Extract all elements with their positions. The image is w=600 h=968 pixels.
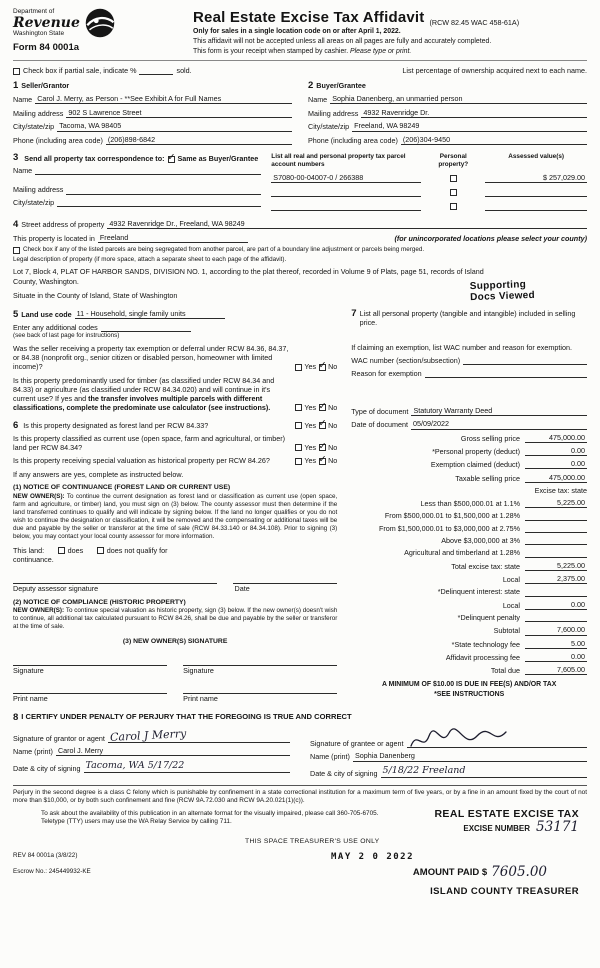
timber-yes-checkbox[interactable] <box>295 404 302 411</box>
seller-grantor-section <box>13 81 292 145</box>
seller-address-row: Mailing address 902 S Lawrence Street <box>13 108 292 118</box>
located-in-label: This property is located in <box>13 233 95 243</box>
grantee-signature-row: Signature of grantee or agent <box>310 728 587 748</box>
tax-row-total-state: Total excise tax: state 5,225.00 <box>451 560 585 571</box>
partial-sale-checkbox[interactable] <box>13 68 20 75</box>
notice-compliance-title: (2) NOTICE OF COMPLIANCE (HISTORIC PROPERTY) <box>13 598 186 606</box>
excise-number-handwriting: 53171 <box>536 819 579 836</box>
parcel-row-3 <box>271 202 587 211</box>
additional-codes-label: Enter any additional codes <box>13 322 98 332</box>
owner-printname-labels: Print name Print name <box>13 694 218 704</box>
timber-yes-no: Yes ✓ No <box>295 403 337 412</box>
correspondence-citystatezip-row: City/state/zip <box>13 198 261 207</box>
personal-property-blank <box>351 327 587 343</box>
tax-row-taxable: Taxable selling price 475,000.00 <box>455 472 585 483</box>
delinquent-interest-local-field[interactable]: 0.00 <box>525 600 587 610</box>
doc-type-field[interactable]: Statutory Warranty Deed <box>411 406 587 416</box>
buyer-grantee-section <box>308 81 587 145</box>
wac-number-field[interactable] <box>463 356 587 365</box>
dor-flag-logo-icon <box>85 8 115 38</box>
partial-sale-label: Check box if partial sale, indicate % <box>23 65 137 75</box>
section-5-number: 5 <box>13 308 19 320</box>
excise-number-label: EXCISE NUMBER <box>463 824 531 834</box>
correspondence-left <box>13 153 271 211</box>
section-3-number: 3 <box>13 152 19 164</box>
washington-state-label: Washington State <box>13 30 65 38</box>
grantor-signature-handwriting: Carol J Merry <box>109 726 187 744</box>
owner-signature-field-1[interactable] <box>13 657 167 666</box>
tax-row-processing-fee: Affidavit processing fee 0.00 <box>445 651 585 662</box>
personal-property-intro: List all personal property (tangible and intangible) included in selling price. <box>359 308 576 328</box>
exemption-intro: If claiming an exemption, list WAC number and reason for exemption. <box>351 343 572 353</box>
grantee-date-field[interactable]: 5/18/22 Freeland <box>381 765 587 778</box>
doc-date-field[interactable]: 05/09/2022 <box>411 419 587 429</box>
dept-of-label: Department of <box>13 8 55 15</box>
parcel-number-field-3[interactable] <box>271 202 421 211</box>
timber-question-row <box>13 376 337 413</box>
deputy-assessor-signature-field[interactable] <box>13 575 217 584</box>
personal-property-checkbox-1[interactable] <box>450 175 457 182</box>
buyer-address-row: Mailing address 4932 Ravenridge Dr. <box>308 108 587 118</box>
notice-continuance-body: NEW OWNER(S): To continue the current designation as forest land or classification as current use (open space, farm and agriculture, or timber) land, you must sign on (3) below. The county assessor must then determine if the land transferred continues to qualify and will indicate by signing below. If the land no longer qualifies or you do not wish to continue the designation or classification, it will be removed and the compensating or additional taxes will be due and payable by the seller or transferor at the time of sale (RCW 84.33.140 or 84.34.108). Prior to signing (3) below, you may contact your local county assessor for more information. <box>13 492 338 540</box>
rev-form-number: REV 84 0001a (3/8/22) <box>13 852 78 860</box>
island-county-treasurer-stamp: ISLAND COUNTY TREASURER <box>430 886 579 898</box>
taxable-selling-price-field[interactable]: 475,000.00 <box>525 473 587 483</box>
personal-property-deduct-field[interactable]: 0.00 <box>525 446 587 456</box>
assessed-value-header: Assessed value(s) <box>508 153 565 161</box>
grantee-printname-row: Name (print) Sophia Danenberg <box>310 751 587 761</box>
minimum-due-note: A MINIMUM OF $10.00 IS DUE IN FEE(S) AND/OR TAX <box>381 681 557 689</box>
see-instructions-note: *SEE INSTRUCTIONS <box>434 691 505 699</box>
tax-row-total-due: Total due 7,605.00 <box>490 665 585 676</box>
tax-row-tier3: From $1,500,000.01 to $3,000,000 at 2.75% <box>351 524 587 533</box>
historic-yes-no: Yes ✓ No <box>295 456 337 465</box>
supporting-docs-viewed-stamp: Supporting Docs Viewed <box>469 279 536 303</box>
segregated-checkbox[interactable] <box>13 247 20 254</box>
forest-question-row <box>13 421 337 431</box>
amount-paid-row <box>413 866 547 880</box>
does-option: does <box>58 546 83 555</box>
correspondence-address-field[interactable] <box>66 186 261 195</box>
send-correspondence-label: Send all property tax correspondence to: <box>24 153 165 163</box>
reason-for-exemption-field[interactable] <box>425 369 587 378</box>
seller-name-field[interactable]: Carol J. Merry, as Person - **See Exhibit A for Full Names <box>35 94 292 104</box>
grantor-date-field[interactable]: Tacoma, WA 5/17/22 <box>84 760 290 773</box>
correspondence-name-row: Name <box>13 166 261 175</box>
dor-wordmark <box>13 8 80 39</box>
situate-line: Situate in the County of Island, State of Washington <box>13 290 178 300</box>
historic-question-row <box>13 456 337 465</box>
affidavit-processing-fee-field[interactable]: 0.00 <box>525 652 587 662</box>
tax-row-delinquent-penalty: *Delinquent penalty <box>351 613 587 622</box>
assessed-value-field[interactable]: $ 257,029.00 <box>485 173 587 183</box>
doc-date-row: Date of document 05/09/2022 <box>351 419 587 429</box>
seller-address-field[interactable]: 902 S Lawrence Street <box>66 108 292 118</box>
grantee-printname-field[interactable]: Sophia Danenberg <box>353 751 587 761</box>
section-1-number: 1 <box>13 79 19 91</box>
header-note-3: This form is your receipt when stamped by cashier. Please type or print. <box>193 47 412 55</box>
owner-printname-lines <box>13 685 337 694</box>
doc-type-row: Type of document Statutory Warranty Deed <box>351 406 587 416</box>
exemption-question-row <box>13 344 337 372</box>
buyer-section-title: Buyer/Grantee <box>316 81 366 91</box>
street-address-label: Street address of property <box>21 219 105 229</box>
forest-yes-checkbox[interactable] <box>295 422 302 429</box>
total-excise-state-field[interactable]: 5,225.00 <box>525 561 587 571</box>
partial-sale-sold-label: sold. <box>176 65 192 75</box>
exemption-question: Was the seller receiving a property tax exemption or deferral under RCW 84.36, 84.37, or 84.38 (nonprofit org., senior citizen or disabled person, homeowner with limited income)? <box>13 343 289 372</box>
personal-property-header: Personal property? <box>438 153 469 168</box>
subtotal-field[interactable]: 7,600.00 <box>525 625 587 635</box>
amount-paid-label: AMOUNT PAID $ <box>412 867 488 879</box>
grantee-signature-scribble <box>409 728 509 750</box>
section-4-number: 4 <box>13 218 19 230</box>
if-yes-instruction: If any answers are yes, complete as instructed below. <box>13 469 184 479</box>
grantor-date-row: Date & city of signing Tacoma, WA 5/17/22 <box>13 760 290 773</box>
owner-signature-labels: Signature Signature <box>13 666 214 676</box>
exemption-yes-checkbox[interactable] <box>295 364 302 371</box>
this-land-label: This land: <box>13 545 45 555</box>
personal-property-intro-row <box>351 309 587 327</box>
deputy-signature-lines <box>13 575 337 584</box>
tax-row-personal-deduct: *Personal property (deduct) 0.00 <box>432 445 585 456</box>
does-not-checkbox[interactable] <box>97 547 104 554</box>
certify-statement: I CERTIFY UNDER PENALTY OF PERJURY THAT THE FOREGOING IS TRUE AND CORRECT <box>21 712 352 722</box>
exemption-claimed-field[interactable]: 0.00 <box>525 459 587 469</box>
buyer-citystatezip-field[interactable]: Freeland, WA 98249 <box>352 121 587 131</box>
agricultural-amount-field[interactable] <box>525 549 587 558</box>
does-not-option: does not qualify for <box>97 546 167 555</box>
currentuse-question: Is this property classified as current use (open space, farm and agricultural, or timber) land per RCW 84.34? <box>13 434 286 453</box>
tier4-amount-field[interactable] <box>525 536 587 545</box>
section-6-number: 6 <box>13 419 19 431</box>
deputy-date-field[interactable] <box>233 575 337 584</box>
forest-land-section <box>13 421 337 704</box>
tier2-amount-field[interactable] <box>525 512 587 521</box>
parcel-number-field-2[interactable] <box>271 188 421 197</box>
local-tax-field[interactable]: 2,375.00 <box>525 574 587 584</box>
gross-selling-price-field[interactable]: 475,000.00 <box>525 433 587 443</box>
buyer-address-field[interactable]: 4932 Ravenridge Dr. <box>361 108 587 118</box>
received-date-stamp: MAY 2 0 2022 <box>331 852 415 863</box>
grantor-signature-row: Signature of grantor or agent Carol J Merry <box>13 728 290 743</box>
buyer-name-field[interactable]: Sophia Danenberg, an unmarried person <box>330 94 587 104</box>
escrow-number-row: Escrow No.: 245449932-KE <box>13 868 91 876</box>
parcel-numbers-header: List all real and personal property tax parcel account numbers <box>271 153 406 168</box>
seller-phone-row: Phone (including area code) (206)898-6842 <box>13 135 292 145</box>
land-use-code-field[interactable]: 11 - Household, single family units <box>75 309 225 319</box>
legal-description-label: Legal description of property (if more space, attach a separate sheet to each page of the affidavit). <box>13 256 287 264</box>
assessed-value-field-2[interactable] <box>485 188 587 197</box>
reason-row: Reason for exemption <box>351 369 587 378</box>
excise-tax-stamp: REAL ESTATE EXCISE TAX <box>434 808 579 821</box>
additional-codes-note: (see back of last page for instructions) <box>13 331 120 339</box>
unincorporated-note: (for unincorporated locations please select your county) <box>394 233 587 243</box>
grantee-signature-block <box>310 724 587 778</box>
grantor-printname-field[interactable]: Carol J. Merry <box>56 746 290 756</box>
grantor-printname-row: Name (print) Carol J. Merry <box>13 746 290 756</box>
escrow-number: 245449932-KE <box>48 868 91 876</box>
parcel-number-field[interactable]: S7080-00-04007-0 / 266388 <box>271 173 421 183</box>
dor-brand-block <box>13 8 181 57</box>
partial-sale-row <box>13 66 587 75</box>
section-2-number: 2 <box>308 79 314 91</box>
main-columns <box>13 309 587 703</box>
seller-phone-field[interactable]: (206)898-6842 <box>106 135 292 145</box>
exemption-no-checkbox[interactable] <box>319 364 326 371</box>
right-column <box>351 309 587 703</box>
legal-description-value[interactable]: Lot 7, Block 4, PLAT OF HARBOR SANDS, DIVISION NO. 1, according to the plat thereof, recorded in Volume 9 of Plats, page 51, records of Island County, Washington. <box>13 267 484 286</box>
land-use-code-label: Land use code <box>21 309 72 319</box>
deputy-signature-labels: Deputy assessor signature Date <box>13 584 250 594</box>
timber-question: Is this property predominantly used for timber (as classified under RCW 84.34 and 84.33) or agriculture (as classified under RCW 84.34.020) and will continue in it's current use? If yes and the transfer involves multiple parcels with different classifications, complete the predominate use calculator (see instructions). <box>13 375 275 413</box>
parcel-table-headers <box>271 153 587 168</box>
personal-property-section <box>351 309 587 402</box>
grantee-signature-field[interactable] <box>407 728 587 748</box>
partial-sale-percent-field[interactable] <box>139 66 173 75</box>
form-title: Real Estate Excise Tax Affidavit <box>193 9 425 26</box>
seller-name-row: Name Carol J. Merry, as Person - **See Exhibit A for Full Names <box>13 94 292 104</box>
certification-section <box>13 712 587 778</box>
land-use-section <box>13 309 337 413</box>
timber-no-checkbox[interactable] <box>319 404 326 411</box>
owner-printname-field-1[interactable] <box>13 685 167 694</box>
form-header <box>13 8 587 61</box>
tax-row-tier4: Above $3,000,000 at 3% <box>351 536 587 545</box>
form-title-rcw: (RCW 82.45 WAC 458-61A) <box>429 17 520 27</box>
perjury-notice: Perjury in the second degree is a class C felony which is punishable by confinement in a state correctional institution for a maximum term of five years, or by a fine in an amount fixed by the court of not more than $10,000, or by both such confinement and fine (RCW 9A.72.030 and RCW 9A.20.021(1)(c)). <box>13 785 587 805</box>
tier3-amount-field[interactable] <box>525 524 587 533</box>
correspondence-name-field[interactable] <box>35 166 261 175</box>
historic-yes-checkbox[interactable] <box>295 458 302 465</box>
wac-row: WAC number (section/subsection) <box>351 356 587 365</box>
ownership-note: List percentage of ownership acquired next to each name. <box>402 65 587 75</box>
amount-paid-handwriting: 7605.00 <box>491 864 547 881</box>
form-title-block <box>193 8 519 57</box>
notice-continuance-title: (1) NOTICE OF CONTINUANCE (FOREST LAND OR CURRENT USE) <box>13 483 231 491</box>
left-column <box>13 309 337 703</box>
located-in-field[interactable]: Freeland <box>98 233 248 243</box>
forest-yes-no: Yes ✓ No <box>295 421 337 430</box>
segregated-label: Check box if any of the listed parcels are being segregated from another parcel, are part of a boundary line adjustment or parcels being merged. <box>23 246 425 254</box>
tax-row-gross: Gross selling price 475,000.00 <box>460 432 585 443</box>
tax-row-excise-state-label: Excise tax: state <box>534 485 587 495</box>
forest-question: 6 Is this property designated as forest land per RCW 84.33? <box>13 419 209 431</box>
seller-section-title: Seller/Grantor <box>21 81 70 91</box>
correspondence-address-row: Mailing address <box>13 185 261 194</box>
buyer-phone-row: Phone (including area code) (206)304-9450 <box>308 135 587 145</box>
owner-signature-lines <box>13 657 337 666</box>
treasurer-use-only-label: THIS SPACE TREASURER'S USE ONLY <box>245 838 380 846</box>
tax-row-subtotal: Subtotal 7,600.00 <box>493 625 585 636</box>
personal-property-checkbox-2[interactable] <box>450 189 457 196</box>
state-technology-fee-field[interactable]: 5.00 <box>525 639 587 649</box>
tax-row-tier2: From $500,000.01 to $1,500,000 at 1.28% <box>351 511 587 520</box>
parcel-row-1 <box>271 173 587 183</box>
grantee-date-row: Date & city of signing 5/18/22 Freeland <box>310 765 587 778</box>
section-8-number: 8 <box>13 711 19 723</box>
tax-row-exemption-deduct: Exemption claimed (deduct) 0.00 <box>430 459 585 470</box>
delinquent-penalty-field[interactable] <box>525 613 587 622</box>
new-owner-signature-title: (3) NEW OWNER(S) SIGNATURE <box>122 638 228 646</box>
owner-printname-field-2[interactable] <box>183 685 337 694</box>
forest-no-checkbox[interactable] <box>319 422 326 429</box>
total-due-field[interactable]: 7,605.00 <box>525 665 587 675</box>
revenue-label: Revenue <box>13 15 80 32</box>
historic-question: Is this property receiving special valuation as historical property per RCW 84.26? <box>13 456 270 466</box>
tax-row-tier1: Less than $500,000.01 at 1.1% 5,225.00 <box>420 498 585 509</box>
personal-property-checkbox-3[interactable] <box>450 203 457 210</box>
same-as-buyer-label: Same as Buyer/Grantee <box>177 153 259 163</box>
correspondence-citystatezip-field[interactable] <box>57 198 261 207</box>
notice-compliance-body: NEW OWNER(S): To continue special valuation as historic property, sign (3) below. If the new owner(s) doesn't wish to continue, all additional tax calculated pursuant to RCW 84.26, shall be due and payable by the seller or transferor at the time of sale. <box>13 607 338 631</box>
tier1-amount-field[interactable]: 5,225.00 <box>525 498 587 508</box>
exemption-blank <box>351 378 587 402</box>
tax-row-local: Local 2,375.00 <box>502 574 585 585</box>
owner-signature-field-2[interactable] <box>183 657 337 666</box>
currentuse-no-checkbox[interactable] <box>319 444 326 451</box>
form-number: Form 84 0001a <box>13 41 80 53</box>
tax-row-agricultural: Agricultural and timberland at 1.28% <box>351 548 587 557</box>
tax-row-delinquent-local: Local 0.00 <box>502 599 585 610</box>
seller-citystatezip-field[interactable]: Tacoma, WA 98405 <box>57 121 292 131</box>
historic-no-checkbox[interactable] <box>319 458 326 465</box>
buyer-name-row: Name Sophia Danenberg, an unmarried person <box>308 94 587 104</box>
buyer-citystatezip-row: City/state/zip Freeland, WA 98249 <box>308 121 587 131</box>
parties-section <box>13 81 587 145</box>
same-as-buyer-checkbox[interactable] <box>168 156 175 163</box>
currentuse-yes-no: Yes ✓ No <box>295 443 337 452</box>
currentuse-question-row <box>13 434 337 452</box>
exemption-yes-no: Yes ✓ No <box>295 362 337 371</box>
grantor-signature-field[interactable] <box>108 728 290 743</box>
delinquent-interest-state-field[interactable] <box>525 588 587 597</box>
continuance-label: continuance. <box>13 555 54 565</box>
does-checkbox[interactable] <box>58 547 65 554</box>
property-location-section <box>13 218 587 303</box>
header-note-2: This affidavit will not be accepted unless all areas on all pages are fully and accurately completed. <box>193 38 492 46</box>
header-note-1: Only for sales in a single location code on or after April 1, 2022. <box>193 28 401 36</box>
tax-row-delinquent-interest: *Delinquent interest: state <box>351 587 587 596</box>
alternate-format-note: To ask about the availability of this publication in an alternate format for the visually impaired, please call 360-705-6705. Teletype (TTY) users may use the WA Relay Service by calling 711. <box>41 810 379 826</box>
excise-number-row <box>463 821 579 835</box>
parcel-row-2 <box>271 188 587 197</box>
currentuse-yes-checkbox[interactable] <box>295 444 302 451</box>
tax-computation-section <box>351 406 587 701</box>
section-7-number: 7 <box>351 307 357 319</box>
parcel-table <box>271 153 587 211</box>
street-address-field[interactable]: 4932 Ravenridge Dr., Freeland, WA 98249 <box>107 219 587 229</box>
treasurer-zone <box>13 808 587 903</box>
seller-citystatezip-row: City/state/zip Tacoma, WA 98405 <box>13 121 292 131</box>
grantor-signature-block <box>13 724 290 778</box>
additional-codes-field[interactable] <box>101 323 191 332</box>
assessed-value-field-3[interactable] <box>485 202 587 211</box>
this-land-row <box>13 546 337 555</box>
tax-correspondence-section <box>13 153 587 211</box>
buyer-phone-field[interactable]: (206)304-9450 <box>401 135 587 145</box>
tax-row-technology-fee: *State technology fee 5.00 <box>451 638 585 649</box>
